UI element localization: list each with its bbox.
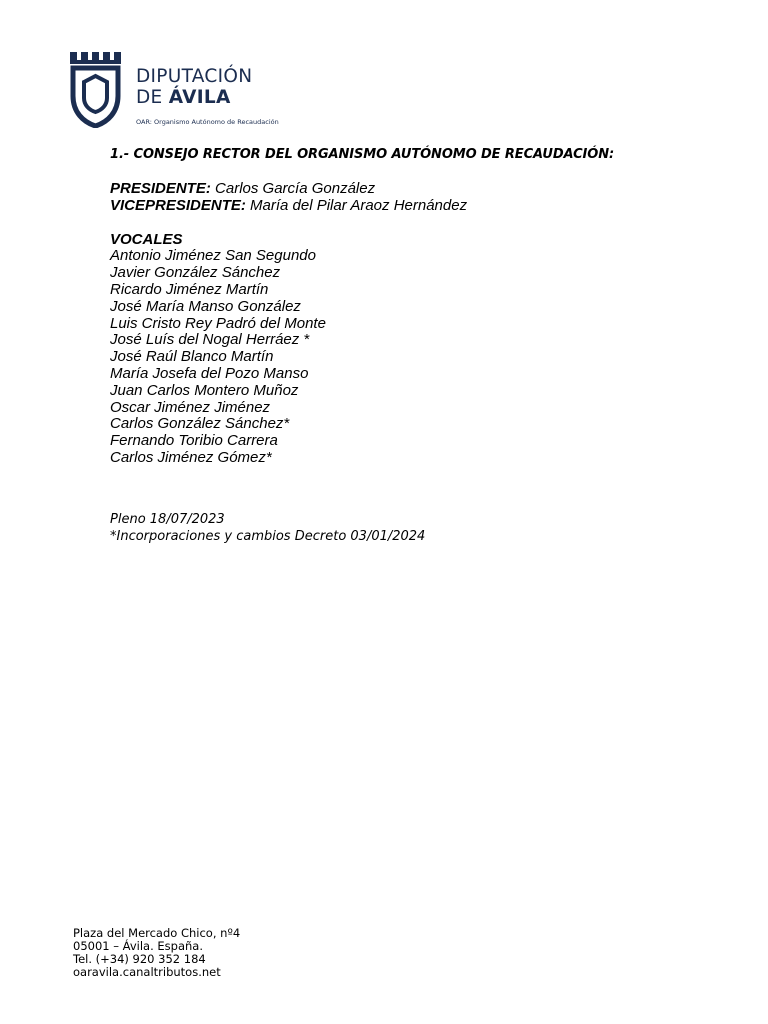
vocales-title: VOCALES xyxy=(110,230,183,248)
officers-block xyxy=(110,181,730,215)
vocales-block xyxy=(110,232,730,467)
note-pleno: Pleno 18/07/2023 xyxy=(110,512,225,527)
list-item: Fernando Toribio Carrera xyxy=(110,432,278,450)
list-item: Antonio Jiménez San Segundo xyxy=(110,247,316,265)
list-item: Javier González Sánchez xyxy=(110,264,281,282)
brand-subtitle: OAR: Organismo Autónomo de Recaudación xyxy=(136,118,279,126)
castle-shield-icon xyxy=(70,52,122,133)
brand-line-1: DIPUTACIÓN xyxy=(136,66,253,87)
brand-line-2-bold: ÁVILA xyxy=(168,87,231,108)
presidente-name: Carlos García González xyxy=(210,180,376,197)
footer-address xyxy=(73,927,240,979)
footer-city: 05001 – Ávila. España. xyxy=(73,939,203,953)
list-item: Oscar Jiménez Jiménez xyxy=(110,398,271,416)
list-item: Juan Carlos Montero Muñoz xyxy=(110,381,299,399)
presidente-line xyxy=(110,181,730,198)
vocales-list xyxy=(110,248,730,466)
list-item: Carlos Jiménez Gómez* xyxy=(110,448,272,466)
list-item: José Luís del Nogal Herráez * xyxy=(110,331,310,349)
section-heading: 1.- CONSEJO RECTOR DEL ORGANISMO AUTÓNOMO DE RECAUDACIÓN: xyxy=(110,147,615,162)
list-item: Luis Cristo Rey Padró del Monte xyxy=(110,314,326,332)
note-decreto: *Incorporaciones y cambios Decreto 03/01/2024 xyxy=(110,528,426,544)
document-body xyxy=(110,146,730,467)
brand-line-2 xyxy=(136,87,252,108)
list-item: José Raúl Blanco Martín xyxy=(110,348,274,366)
footer-street: Plaza del Mercado Chico, nº4 xyxy=(73,926,241,940)
footer-phone: Tel. (+34) 920 352 184 xyxy=(73,952,206,966)
list-item: Carlos González Sánchez* xyxy=(110,415,290,433)
presidente-label: PRESIDENTE: xyxy=(110,180,211,197)
vicepresidente-label: VICEPRESIDENTE: xyxy=(110,196,246,214)
list-item: Ricardo Jiménez Martín xyxy=(110,280,269,298)
vicepresidente-line xyxy=(110,198,730,215)
brand-name xyxy=(136,66,252,108)
list-item: María Josefa del Pozo Manso xyxy=(110,364,309,382)
list-item: José María Manso González xyxy=(110,297,301,315)
vicepresidente-name: María del Pilar Araoz Hernández xyxy=(245,196,468,214)
document-notes xyxy=(110,512,425,545)
brand-line-2-prefix: DE xyxy=(136,87,169,108)
footer-website: oaravila.canaltributos.net xyxy=(73,965,221,979)
